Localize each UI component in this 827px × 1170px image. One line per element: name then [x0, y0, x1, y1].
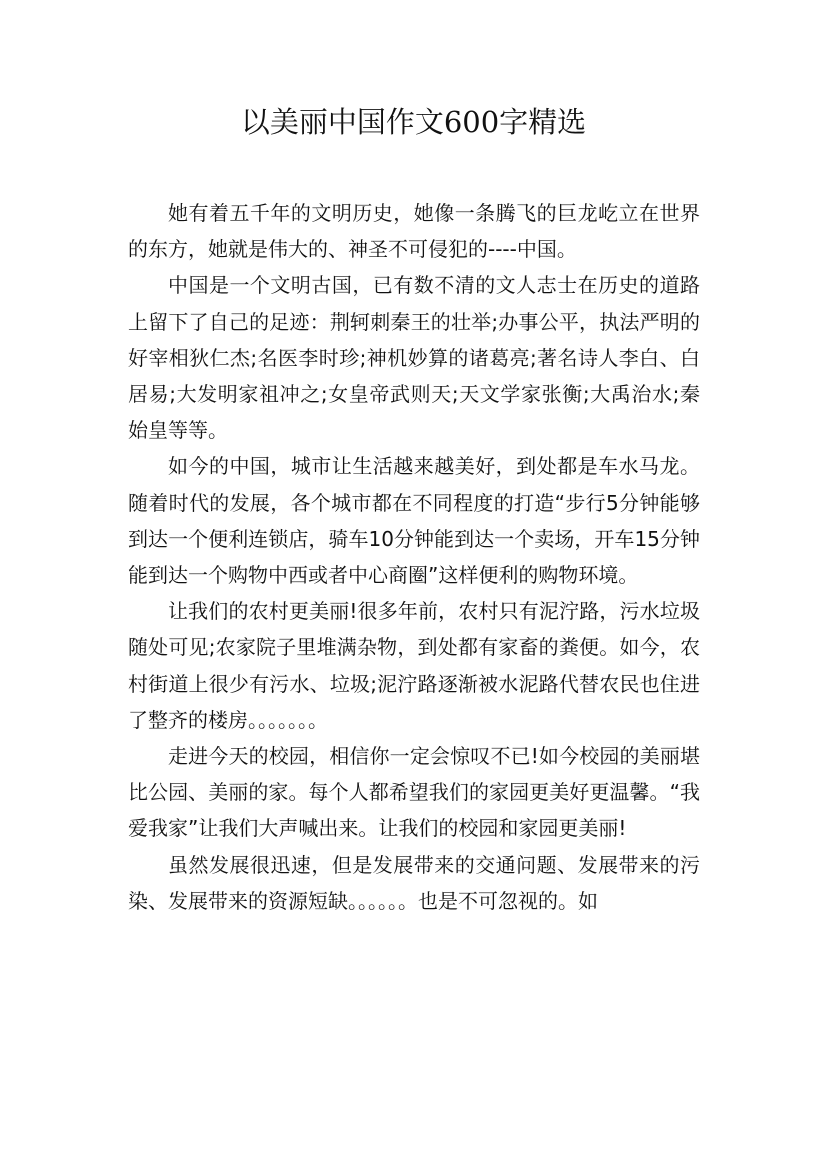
document-title: 以美丽中国作文600字精选	[240, 105, 587, 139]
paragraph-5: 走进今天的校园，相信你一定会惊叹不已!如今校园的美丽堪比公园、美丽的家。每个人都希望我们的家园更美好更温馨。“我爱我家”让我们大声喊出来。让我们的校园和家园更美丽!	[128, 744, 700, 841]
paragraph-2: 中国是一个文明古国，已有数不清的文人志士在历史的道路上留下了自己的足迹：荆轲刺秦王的壮举;办事公平，执法严明的好宰相狄仁杰;名医李时珍;神机妙算的诸葛亮;著名诗人李白、白居易;大发明家祖冲之;女皇帝武则天;天文学家张衡;大禹治水;秦始皇等等。	[128, 273, 700, 443]
paragraph-3: 如今的中国，城市让生活越来越美好，到处都是车水马龙。随着时代的发展，各个城市都在不同程度的打造“步行5分钟能够到达一个便利连锁店，骑车10分钟能到达一个卖场，开车15分钟能到达一个购物中西或者中心商圈”这样便利的购物环境。	[128, 454, 700, 588]
paragraph-4: 让我们的农村更美丽!很多年前，农村只有泥泞路，污水垃圾随处可见;农家院子里堆满杂物，到处都有家畜的粪便。如今，农村街道上很少有污水、垃圾;泥泞路逐渐被水泥路代替农民也住进了整齐的楼房。。。。。。。	[128, 599, 700, 732]
document-body	[128, 195, 700, 919]
paragraph-6: 虽然发展很迅速，但是发展带来的交通问题、发展带来的污染、发展带来的资源短缺。。。。。。也是不可忽视的。如	[128, 852, 700, 913]
paragraph-1: 她有着五千年的文明历史，她像一条腾飞的巨龙屹立在世界的东方，她就是伟大的、神圣不可侵犯的----中国。	[128, 201, 700, 262]
